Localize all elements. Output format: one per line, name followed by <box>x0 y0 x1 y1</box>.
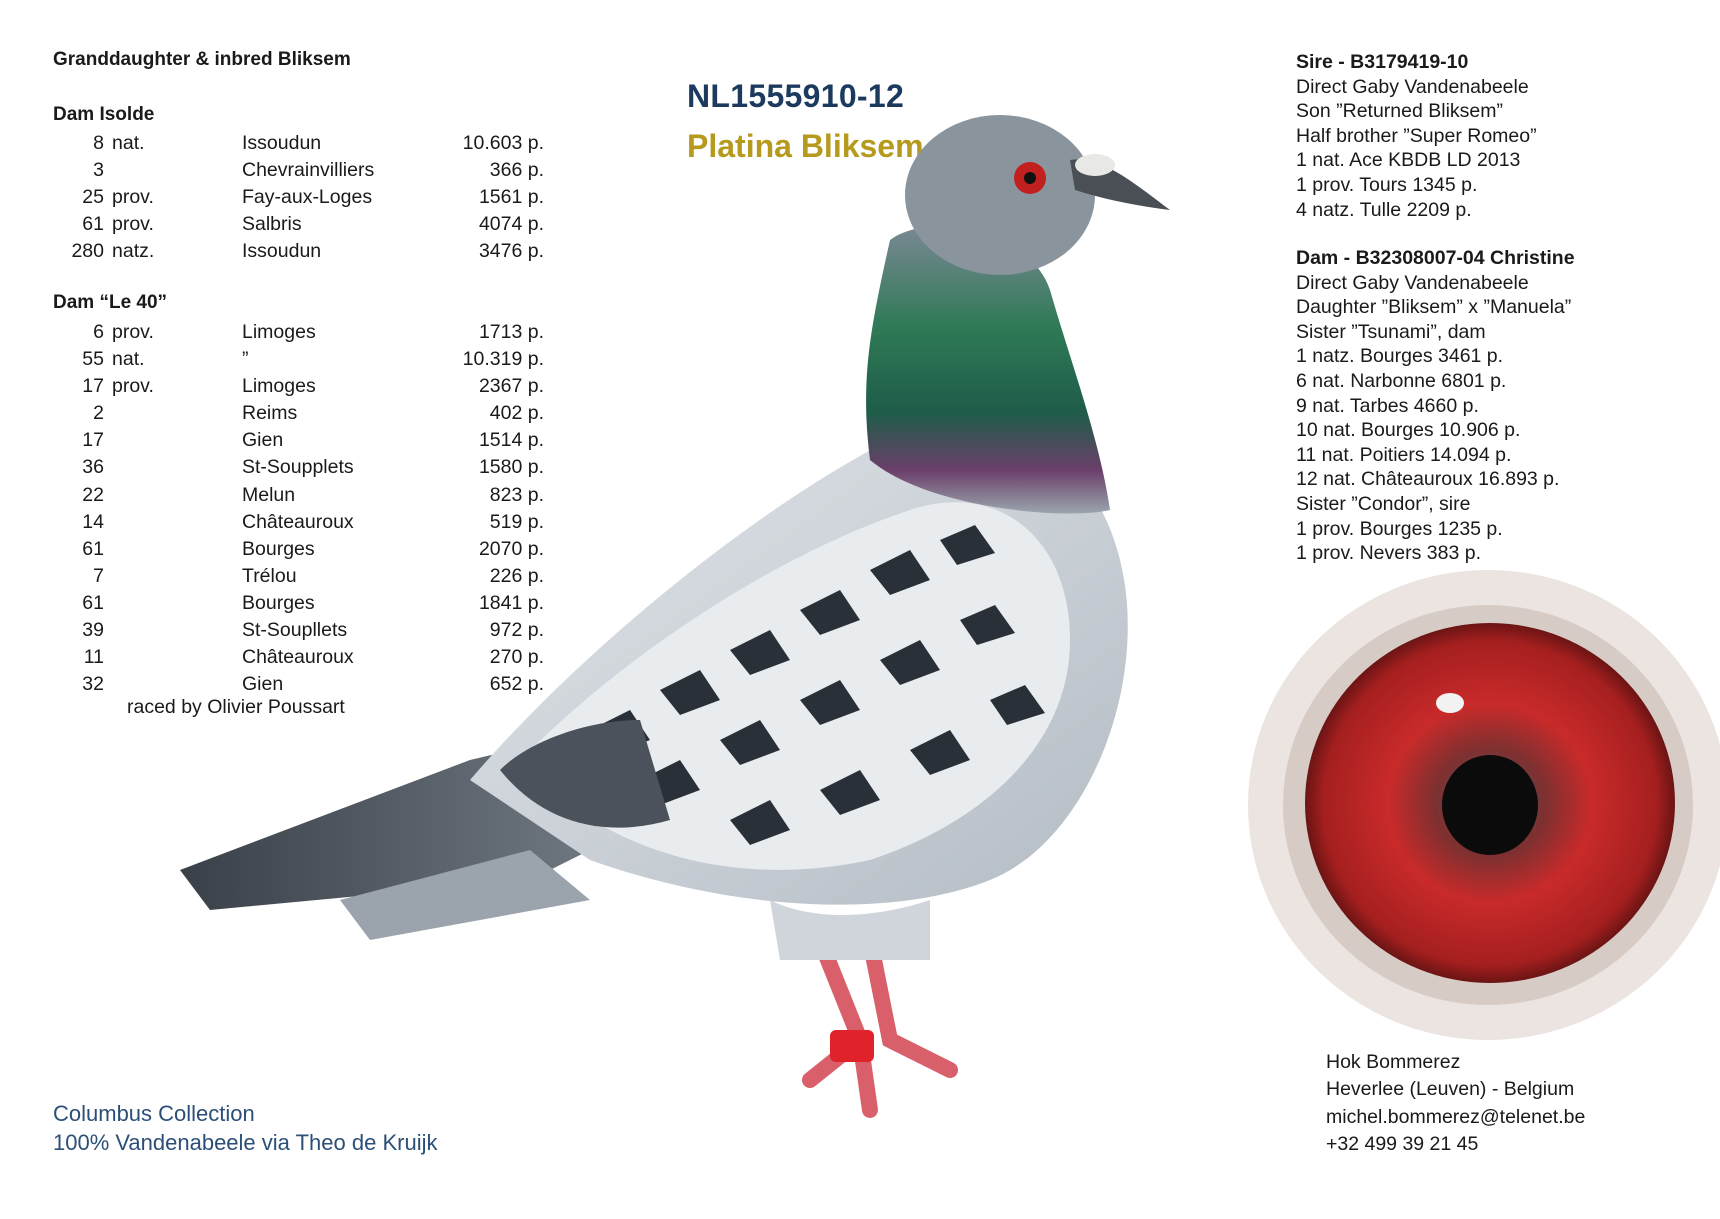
pigeon-photo <box>170 80 1290 1180</box>
pigeon-legs <box>810 940 950 1110</box>
loft-contact <box>1326 1049 1585 1158</box>
result-race: St-Soupllets <box>242 619 348 642</box>
result-place: 22 <box>82 483 104 506</box>
loft-location: Heverlee (Leuven) - Belgium <box>1326 1078 1575 1101</box>
dam-le40-title: Dam “Le 40” <box>53 292 168 313</box>
result-birds: 1713 p. <box>478 321 544 343</box>
result-race: Limoges <box>242 375 316 398</box>
result-birds: 823 p. <box>489 483 544 506</box>
dam-lines <box>1296 271 1575 566</box>
result-level: prov. <box>112 213 154 236</box>
result-race: Salbris <box>242 213 302 236</box>
result-race: Fay-aux-Loges <box>242 186 373 209</box>
dam-info <box>1296 246 1575 566</box>
result-race: ” <box>242 348 249 371</box>
result-race: Gien <box>242 429 284 452</box>
result-race: Melun <box>242 483 296 506</box>
sire-info <box>1296 50 1537 222</box>
result-level: prov. <box>112 186 154 209</box>
result-birds: 270 p. <box>489 646 544 669</box>
leg-ring <box>830 1030 874 1062</box>
result-birds: 1841 p. <box>478 591 544 614</box>
dam-heading: Dam - B32308007-04 Christine <box>1296 247 1575 269</box>
sire-line: Direct Gaby Vandenabeele <box>1296 75 1529 98</box>
result-race: Issoudun <box>242 132 322 154</box>
result-place: 61 <box>82 537 104 560</box>
result-birds: 2367 p. <box>478 375 544 398</box>
dam-line: 12 nat. Châteauroux 16.893 p. <box>1296 468 1560 491</box>
dam-isolde-title: Dam Isolde <box>53 104 155 125</box>
result-level: prov. <box>112 321 154 343</box>
sire-line: 1 prov. Tours 1345 p. <box>1296 173 1478 196</box>
result-place: 11 <box>83 646 104 669</box>
result-race: Châteauroux <box>242 510 354 533</box>
sire-line: Son ”Returned Bliksem” <box>1296 100 1503 123</box>
result-race: Issoudun <box>242 240 322 263</box>
result-birds: 652 p. <box>489 673 544 696</box>
result-place: 7 <box>93 564 104 587</box>
result-race: Limoges <box>242 321 316 343</box>
result-birds: 10.319 p. <box>462 348 544 371</box>
dam-line: Sister ”Tsunami”, dam <box>1296 320 1486 343</box>
result-place: 61 <box>82 213 104 236</box>
result-place: 17 <box>82 375 104 398</box>
result-place: 280 <box>71 240 104 263</box>
result-birds: 1514 p. <box>478 429 544 452</box>
dam-line: 6 nat. Narbonne 6801 p. <box>1296 369 1507 392</box>
result-level: nat. <box>112 348 145 371</box>
result-place: 55 <box>82 348 104 371</box>
dam-line: 9 nat. Tarbes 4660 p. <box>1296 394 1479 417</box>
result-race: St-Soupplets <box>242 456 354 479</box>
loft-phone[interactable]: +32 499 39 21 45 <box>1326 1132 1479 1155</box>
pigeon-name: Platina Bliksem <box>687 128 924 164</box>
result-place: 2 <box>93 402 104 425</box>
sire-line: Half brother ”Super Romeo” <box>1296 124 1537 147</box>
dam-line: Daughter ”Bliksem” x ”Manuela” <box>1296 296 1572 319</box>
result-birds: 519 p. <box>489 510 544 533</box>
collection-note <box>53 1099 437 1157</box>
result-race: Bourges <box>242 537 315 560</box>
result-birds: 2070 p. <box>478 537 544 560</box>
raced-by-note: raced by Olivier Poussart <box>127 696 345 718</box>
page-headline: Granddaughter & inbred Bliksem <box>53 49 351 70</box>
result-level: prov. <box>112 375 154 398</box>
ring-number: NL1555910-12 <box>687 78 905 114</box>
result-birds: 226 p. <box>489 564 544 587</box>
sire-lines <box>1296 75 1537 223</box>
collection-line-2: 100% Vandenabeele via Theo de Kruijk <box>53 1130 438 1155</box>
result-place: 6 <box>93 321 104 343</box>
result-race: Châteauroux <box>242 646 354 669</box>
dam-line: 1 prov. Nevers 383 p. <box>1296 542 1481 565</box>
result-place: 8 <box>93 132 104 154</box>
loft-email[interactable]: michel.bommerez@telenet.be <box>1326 1105 1586 1128</box>
dam-line: Sister ”Condor”, sire <box>1296 492 1471 515</box>
result-race: Chevrainvilliers <box>242 159 375 182</box>
result-birds: 1561 p. <box>478 186 544 209</box>
result-birds: 3476 p. <box>478 240 544 263</box>
result-place: 14 <box>82 510 104 533</box>
collection-line-1: Columbus Collection <box>53 1101 255 1126</box>
sire-line: 4 natz. Tulle 2209 p. <box>1296 198 1472 221</box>
dam-line: 1 natz. Bourges 3461 p. <box>1296 345 1504 368</box>
result-place: 61 <box>82 591 104 614</box>
result-race: Trélou <box>242 564 297 587</box>
result-level: nat. <box>112 132 145 154</box>
result-place: 32 <box>82 673 104 696</box>
loft-name: Hok Bommerez <box>1326 1051 1461 1073</box>
result-place: 17 <box>82 429 104 452</box>
result-birds: 972 p. <box>489 619 544 642</box>
sire-heading: Sire - B3179419-10 <box>1296 51 1469 73</box>
result-race: Reims <box>242 402 298 425</box>
result-birds: 4074 p. <box>478 213 544 236</box>
dam-line: 1 prov. Bourges 1235 p. <box>1296 517 1503 540</box>
result-birds: 10.603 p. <box>462 132 544 154</box>
dam-line: 10 nat. Bourges 10.906 p. <box>1296 419 1521 442</box>
result-level: natz. <box>112 240 155 263</box>
eye-photo <box>1228 565 1720 1045</box>
pupil <box>1442 755 1538 855</box>
pigeon-head <box>905 115 1095 275</box>
dam-line: Direct Gaby Vandenabeele <box>1296 271 1529 294</box>
result-birds: 366 p. <box>489 159 544 182</box>
sire-line: 1 nat. Ace KBDB LD 2013 <box>1296 149 1521 172</box>
result-birds: 1580 p. <box>478 456 544 479</box>
result-place: 39 <box>82 619 104 642</box>
result-place: 36 <box>82 456 104 479</box>
dam-line: 11 nat. Poitiers 14.094 p. <box>1296 443 1512 466</box>
result-place: 25 <box>82 186 104 209</box>
result-race: Bourges <box>242 591 315 614</box>
result-birds: 402 p. <box>489 402 544 425</box>
result-place: 3 <box>93 159 104 182</box>
result-race: Gien <box>242 673 284 696</box>
